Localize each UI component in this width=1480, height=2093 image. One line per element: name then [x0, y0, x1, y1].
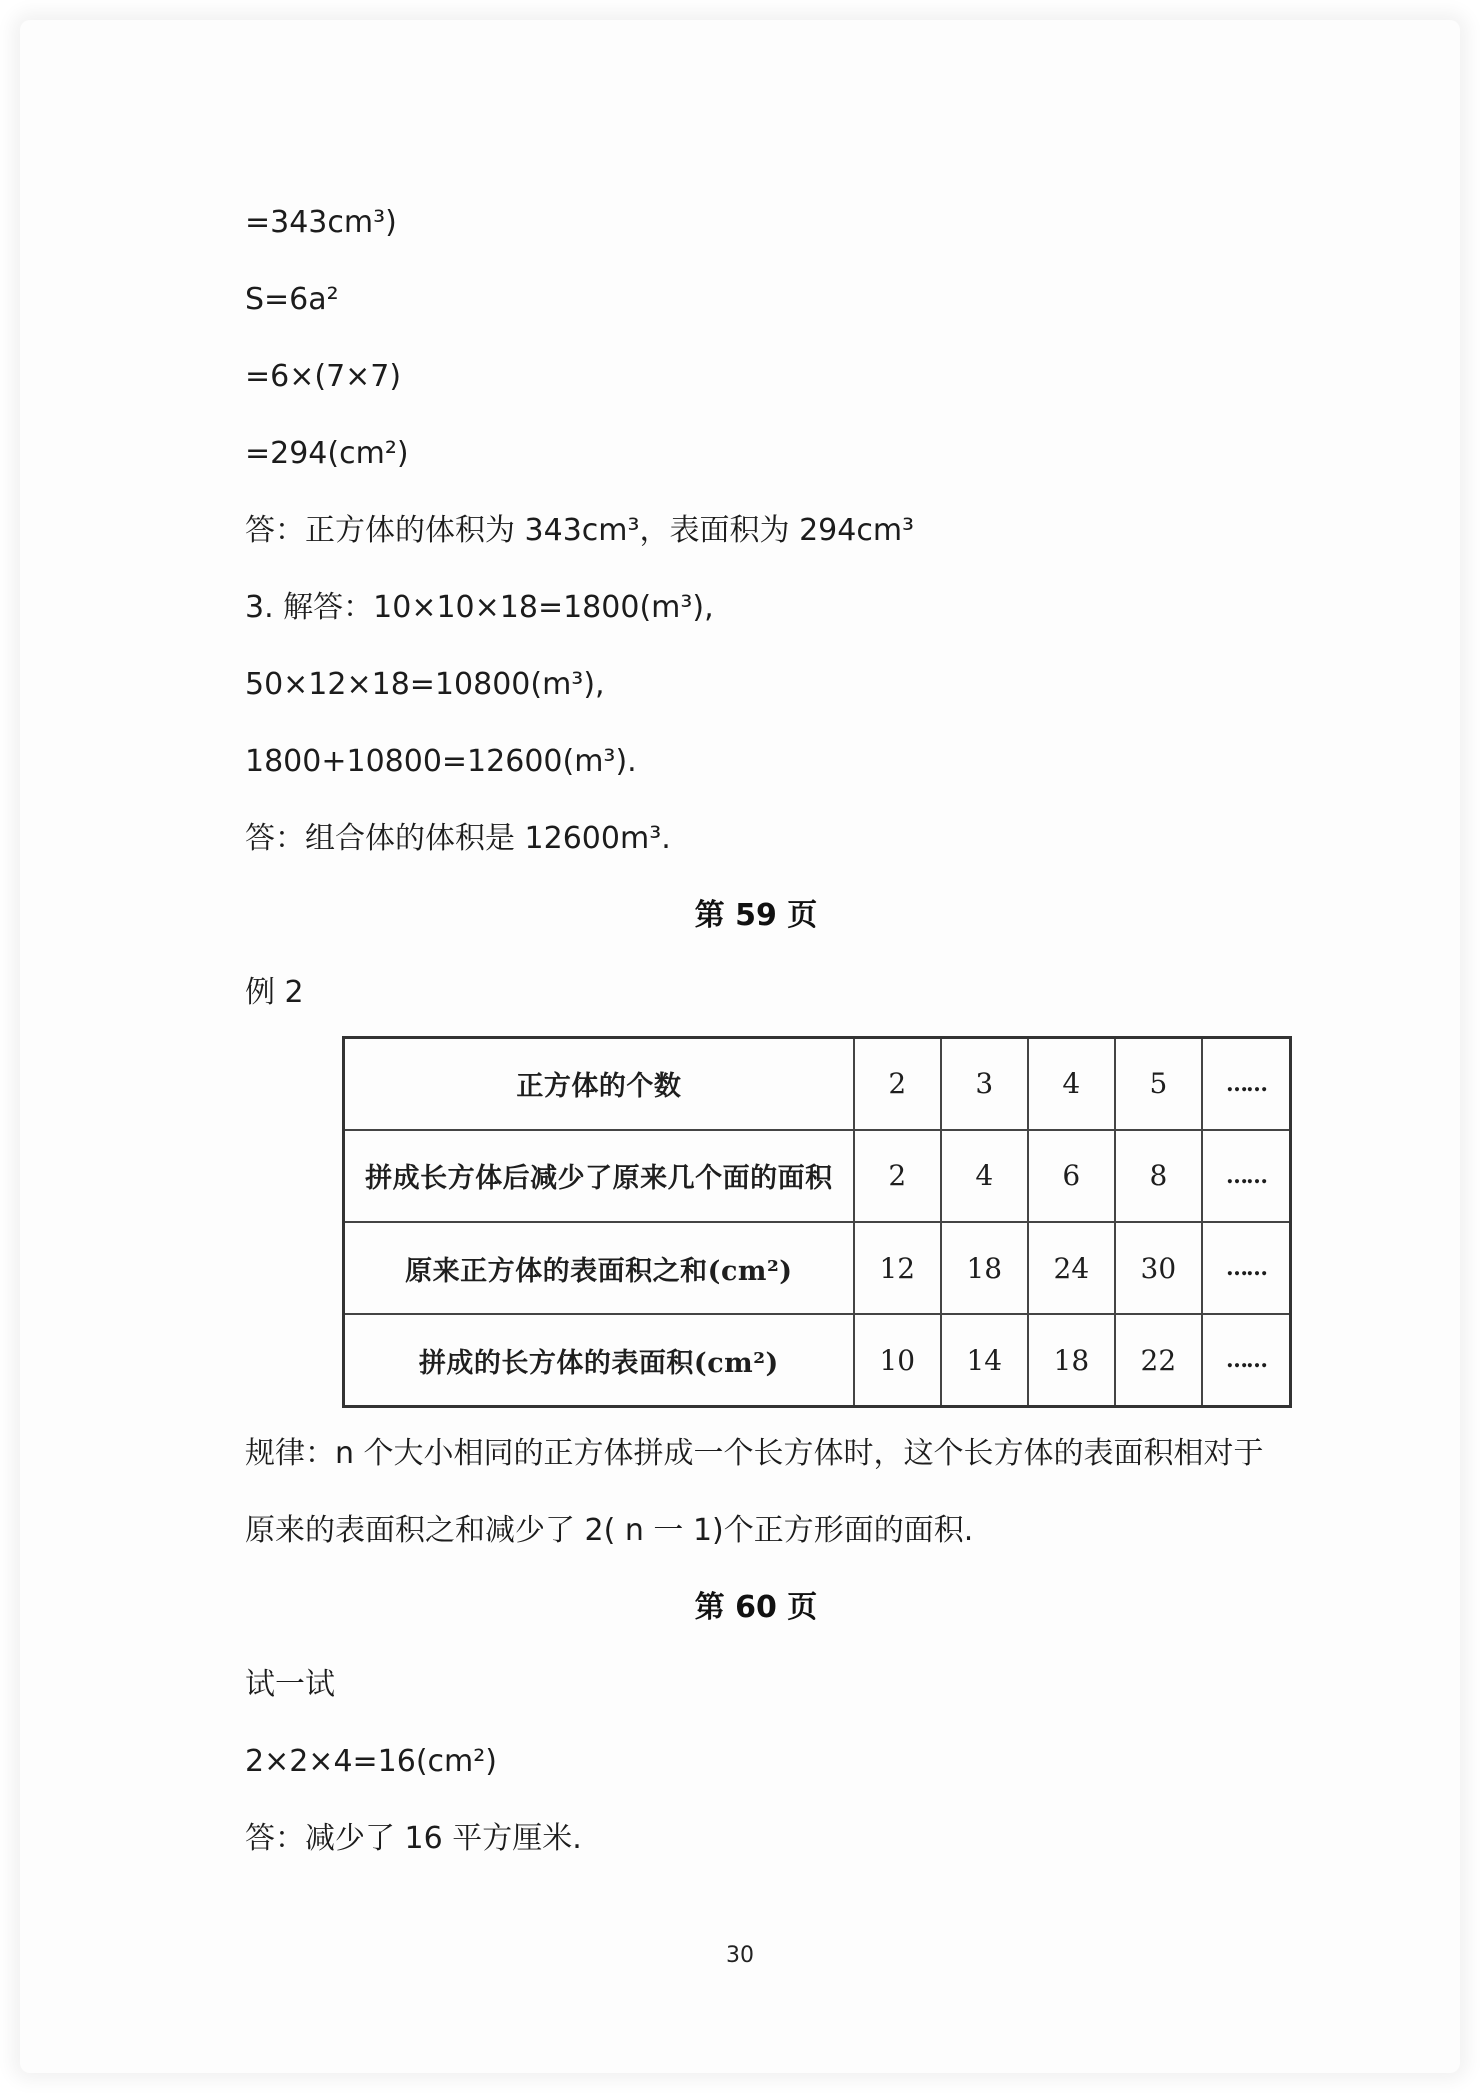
- example-label: 例 2: [245, 975, 304, 1010]
- text-line: 1800+10800=12600(m³).: [245, 744, 637, 779]
- table-cell: 22: [1115, 1314, 1202, 1406]
- table-cell: 3: [941, 1038, 1028, 1130]
- ellipsis-cell: ……: [1202, 1222, 1291, 1314]
- row-header: 正方体的个数: [344, 1038, 854, 1130]
- table-cell: 2: [854, 1130, 941, 1222]
- ellipsis-cell: ……: [1202, 1314, 1291, 1406]
- table-cell: 30: [1115, 1222, 1202, 1314]
- table-row: [344, 1038, 1291, 1130]
- answer-line: 答：组合体的体积是 12600m³.: [245, 821, 671, 856]
- rule-text-line-2: 原来的表面积之和减少了 2( n 一 1)个正方形面的面积.: [245, 1513, 974, 1548]
- answer-line: 答：正方体的体积为 343cm³，表面积为 294cm³: [245, 513, 915, 548]
- text-line: =6×(7×7): [245, 359, 402, 394]
- table-cell: 4: [1028, 1038, 1115, 1130]
- table-cell: 18: [1028, 1314, 1115, 1406]
- table-cell: 8: [1115, 1130, 1202, 1222]
- table-cell: 14: [941, 1314, 1028, 1406]
- table-cell: 18: [941, 1222, 1028, 1314]
- text-line: =294(cm²): [245, 436, 409, 471]
- table-row: [344, 1130, 1291, 1222]
- page-heading-60: 第 60 页: [694, 1590, 818, 1625]
- text-line: 2×2×4=16(cm²): [245, 1744, 497, 1779]
- pattern-table: [342, 1036, 1292, 1408]
- answer-line: 答：减少了 16 平方厘米.: [245, 1821, 582, 1856]
- text-line: 50×12×18=10800(m³),: [245, 667, 605, 702]
- table-row: [344, 1222, 1291, 1314]
- table-cell: 2: [854, 1038, 941, 1130]
- table-cell: 24: [1028, 1222, 1115, 1314]
- row-header: 原来正方体的表面积之和(cm²): [344, 1222, 854, 1314]
- page-heading-59: 第 59 页: [694, 898, 818, 933]
- page-number: 30: [726, 1943, 754, 1968]
- table-cell: 4: [941, 1130, 1028, 1222]
- row-header: 拼成长方体后减少了原来几个面的面积: [344, 1130, 854, 1222]
- ellipsis-cell: ……: [1202, 1038, 1291, 1130]
- rule-text-line-1: 规律：n 个大小相同的正方体拼成一个长方体时，这个长方体的表面积相对于: [245, 1436, 1264, 1471]
- text-line: =343cm³): [245, 205, 397, 240]
- table-cell: 10: [854, 1314, 941, 1406]
- table-cell: 12: [854, 1222, 941, 1314]
- table-cell: 5: [1115, 1038, 1202, 1130]
- text-line: 3. 解答：10×10×18=1800(m³),: [245, 590, 714, 625]
- table-cell: 6: [1028, 1130, 1115, 1222]
- row-header: 拼成的长方体的表面积(cm²): [344, 1314, 854, 1406]
- ellipsis-cell: ……: [1202, 1130, 1291, 1222]
- text-line: S=6a²: [245, 282, 339, 317]
- table-row: [344, 1314, 1291, 1406]
- try-label: 试一试: [245, 1667, 335, 1702]
